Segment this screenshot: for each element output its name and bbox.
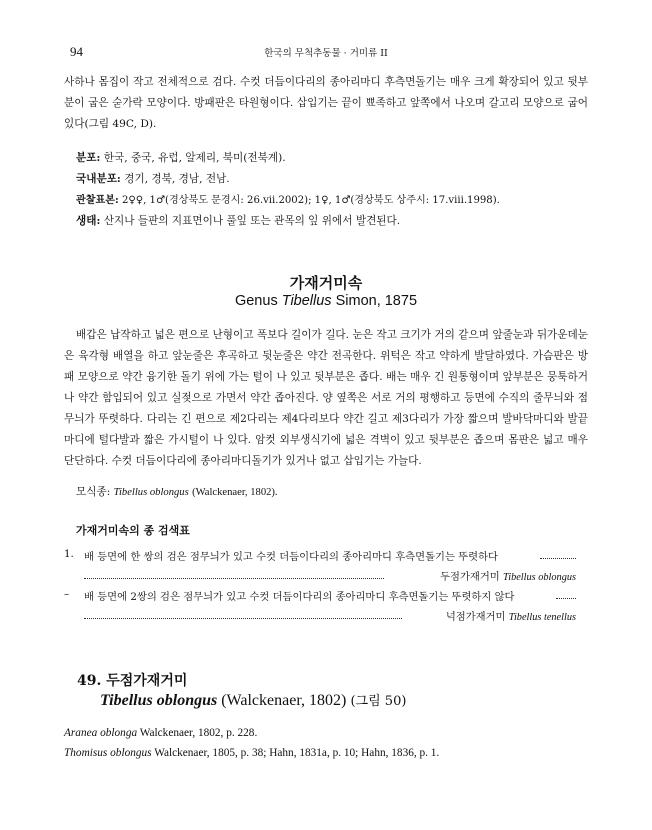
page-header — [70, 44, 582, 64]
leader-dots — [556, 590, 576, 599]
page-number: 94 — [70, 44, 83, 59]
synonym-line — [64, 727, 257, 739]
fact-label: 분포: — [76, 152, 101, 164]
fact-korea-distribution — [76, 169, 596, 190]
species-figure-ref: (그림 50) — [346, 694, 407, 709]
key-answer-latin: Tibellus oblongus — [503, 572, 576, 583]
key-text: 배 등면에 2쌍의 검은 점무늬가 있고 수컷 더듬이다리의 종아리마디 후측면돌기는 뚜렷하지 않다 — [84, 591, 515, 603]
fact-text: 한국, 중국, 유럽, 알제리, 북미(전북계). — [103, 152, 286, 164]
fact-text: 산지나 들판의 지표면이나 풀잎 또는 관목의 잎 위에서 발견된다. — [103, 215, 401, 227]
type-species — [76, 484, 278, 499]
type-species-latin: Tibellus oblongus — [113, 487, 189, 498]
species-author: (Walckenaer, 1802) — [217, 692, 347, 709]
synonym-citation: Walckenaer, 1802, p. 228. — [137, 727, 258, 739]
synonym-citation: Walckenaer, 1805, p. 38; Hahn, 1831a, p. 10; Hahn, 1836, p. 1. — [151, 747, 440, 759]
leader-dots — [84, 570, 384, 579]
genus-korean-name: 가재거미속 — [289, 274, 363, 292]
key-answer-korean: 두점가재거미 — [440, 571, 500, 583]
genus-description: 배갑은 납작하고 넓은 편으로 난형이고 폭보다 길이가 길다. 눈은 작고 크기가 거의 같으며 앞줄눈과 뒤가운데눈은 육각형 배열을 하고 앞눈줄은 후곡하고 뒷눈줄은 약간 전곡한다. 위턱은 작고 약하게 발달하였다. 가슴판은 방패 모양으로 약간 융기한 돌기 위에 가는 털이 나 있고 뒷부분은 좁다. 배는 매우 긴 원통형이며 앞부분은 뭉툭하거나 약간 함입되어 있고 실젖으로 가면서 약간 좁아진다. 양 옆쪽은 서로 거의 평행하고 등면에 수직의 줄무늬와 점무늬가 뚜렷하다. 다리는 긴 편으로 제2다리는 제4다리보다 약간 길고 제3다리가 가장 짧으며 발바닥마디와 발끝마디에 털다발과 짧은 가시털이 나 있다. 암컷 외부생식기에 넓은 격벽이 있고 뒷부분은 좁으며 몸판은 넓고 매우 단단하다. 수컷 더듬이다리에 종아리마디돌기가 있거나 없고 삽입기는 가늘다. — [64, 329, 588, 467]
key-couplet-statement — [64, 588, 576, 608]
fact-text: 2♀♀, 1♂(경상북도 문경시: 26.vii.2002); 1♀, 1♂(경상북도 상주시: 17.viii.1998). — [121, 195, 500, 206]
key-number: – — [64, 588, 70, 600]
key-couplet-answer — [64, 608, 576, 628]
species-title: 49. 두점가재거미 — [77, 673, 188, 689]
key-couplet-statement — [64, 548, 576, 568]
leader-dots — [84, 610, 402, 619]
fact-label: 관찰표본: — [76, 195, 119, 206]
fact-ecology — [76, 211, 596, 232]
key-answer-latin: Tibellus tenellus — [508, 612, 576, 623]
genus-author: Simon, 1875 — [331, 293, 418, 309]
synonym-latin: Aranea oblonga — [64, 727, 138, 739]
running-title: 한국의 무척추동물 · 거미류 II — [264, 48, 388, 59]
genus-heading — [0, 293, 652, 309]
synonym-latin: Thomisus oblongus — [64, 747, 152, 759]
key-text: 배 등면에 한 쌍의 검은 점무늬가 있고 수컷 더듬이다리의 종아리마디 후측면돌기는 뚜렷하다 — [84, 551, 498, 563]
type-species-label: 모식종: — [76, 486, 111, 498]
leader-dots — [540, 550, 576, 559]
fact-label: 생태: — [76, 215, 101, 227]
species-heading — [100, 690, 406, 710]
intro-paragraph: 사하나 몸집이 작고 전체적으로 검다. 수컷 더듬이다리의 종아리마디 후측면돌기는 매우 크게 확장되어 있고 뒷부분이 굽은 숟가락 모양이다. 방패판은 타원형이다. 삽입기는 끝이 뾰족하고 앞쪽에서 나오며 갈고리 모양으로 굽어 있다(그림 49C, D). — [64, 76, 588, 130]
key-couplet-answer — [64, 568, 576, 588]
type-species-author: (Walckenaer, 1802). — [192, 487, 278, 498]
species-facts — [76, 148, 596, 232]
key-answer — [446, 608, 576, 623]
genus-latin: Tibellus — [281, 293, 332, 309]
key-number: 1. — [64, 548, 74, 560]
fact-distribution — [76, 148, 596, 169]
key-title: 가재거미속의 종 검색표 — [76, 524, 190, 537]
synonym-line — [64, 747, 439, 759]
genus-prefix: Genus — [234, 293, 282, 309]
key-answer — [440, 568, 576, 583]
fact-text: 경기, 경북, 경남, 전남. — [124, 173, 230, 185]
species-latin: Tibellus oblongus — [100, 692, 218, 709]
key-answer-korean: 넉점가재거미 — [445, 611, 506, 623]
fact-label: 국내분포: — [76, 173, 121, 185]
fact-material-examined — [76, 190, 596, 211]
